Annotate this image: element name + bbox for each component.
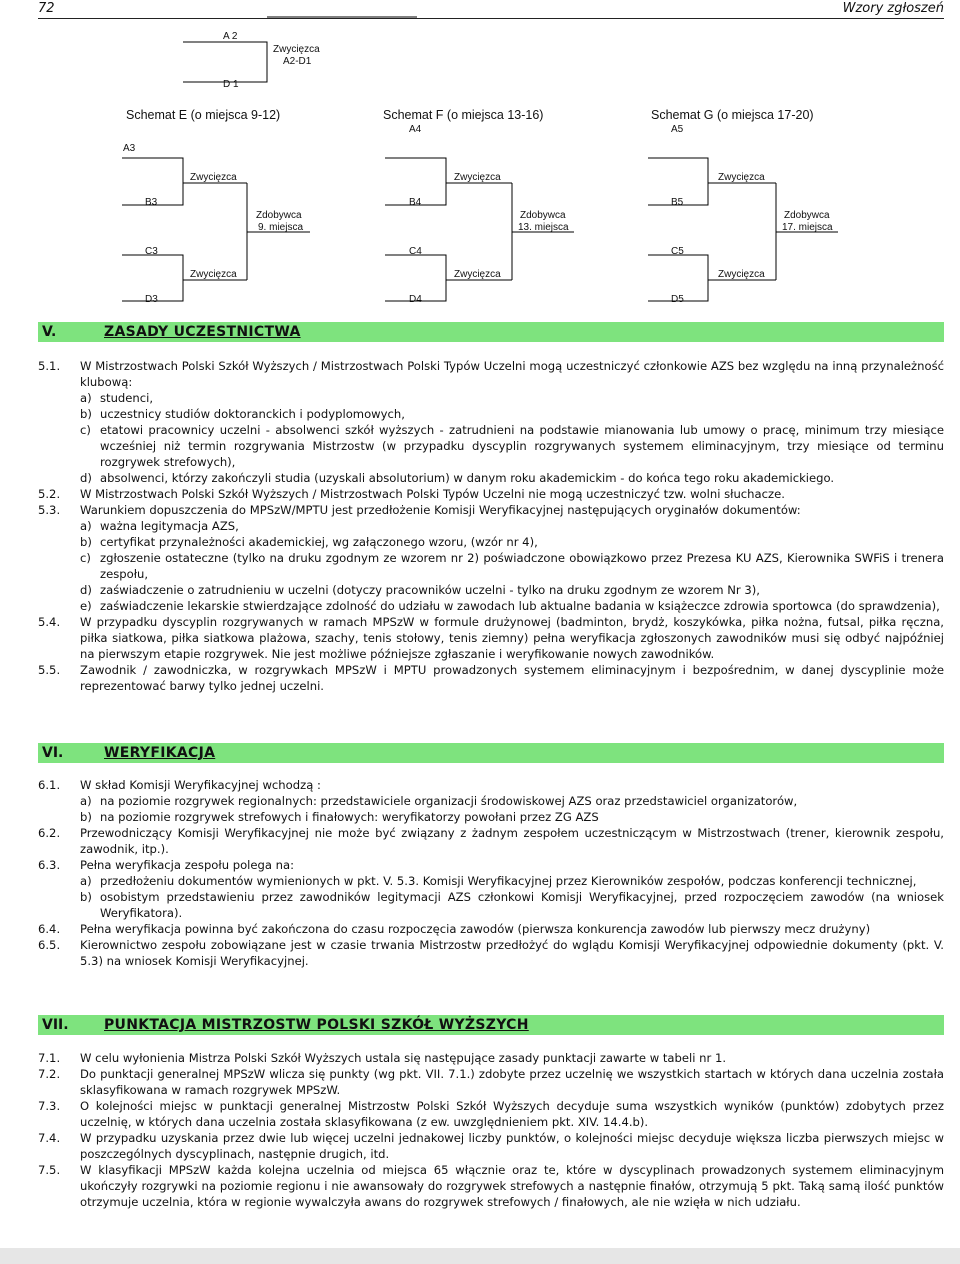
paragraph-text: Warunkiem dopuszczenia do MPSzW/MPTU jest przedłożenie Komisji Weryfikacyjnej następujących oryginałów dokumentów: bbox=[80, 503, 801, 517]
running-title: Wzory zgłoszeń bbox=[842, 1, 944, 16]
paragraph bbox=[38, 358, 944, 390]
paragraph-number: 5.4. bbox=[38, 615, 61, 629]
list-item bbox=[38, 406, 944, 422]
section-number: VII. bbox=[42, 1017, 69, 1033]
list-item bbox=[38, 598, 944, 614]
scheme-f-d: D4 bbox=[409, 294, 422, 305]
paragraph-number: 5.5. bbox=[38, 663, 61, 677]
paragraph-text: W klasyfikacji MPSzW każda kolejna uczelnia od miejsca 65 włącznie oraz te, które w dyscyplinach prowadzonych systemem eliminacyjnym ukończyły rozgrywki na poziomie regionu i nie awansowały do rozgrywek strefowych a następnie finałów, otrzymują 5 pkt. Taką samą ilość punktów otrzymuje uczelnia, która w regionie wywalczyła awans do rozgrywek strefowych / finałowych, ale nie wzięła w nich udziału. bbox=[80, 1163, 944, 1209]
section-number: VI. bbox=[42, 745, 64, 761]
paragraph-number: 7.2. bbox=[38, 1067, 61, 1081]
scheme-e-d: D3 bbox=[145, 294, 158, 305]
page-bottom-strip bbox=[0, 1248, 960, 1264]
list-item bbox=[38, 889, 944, 921]
paragraph-text: Zawodnik / zawodniczka, w rozgrywkach MPSzW i MPTU prowadzonych systemem eliminacyjnym i bezpośrednim, w danej dyscyplinie może reprezentować barwy tylko jednej uczelni. bbox=[80, 663, 944, 693]
paragraph bbox=[38, 502, 944, 518]
paragraph bbox=[38, 777, 944, 793]
scheme-f-title: Schemat F (o miejsca 13-16) bbox=[383, 108, 544, 122]
list-item bbox=[38, 582, 944, 598]
bracket-top-a: A 2 bbox=[223, 31, 238, 42]
paragraph bbox=[38, 662, 944, 694]
section-vii-body bbox=[38, 1050, 944, 1210]
paragraph-number: 6.3. bbox=[38, 858, 61, 872]
paragraph bbox=[38, 486, 944, 502]
paragraph bbox=[38, 825, 944, 857]
paragraph-number: 5.2. bbox=[38, 487, 61, 501]
scheme-g-finalist-2: 17. miejsca bbox=[782, 222, 833, 233]
paragraph-text: Przewodniczący Komisji Weryfikacyjnej nie może być związany z żadnym zespołem uczestniczącym w Mistrzostwach (trener, kierownik zespołu, zawodnik, itp.). bbox=[80, 826, 944, 856]
list-item-marker: a) bbox=[80, 874, 92, 888]
list-item bbox=[38, 873, 944, 889]
paragraph-text: Kierownictwo zespołu zobowiązane jest w czasie trwania Mistrzostw przedłożyć do wglądu Komisji Weryfikacyjnej odpowiednie dokumenty (pkt. V. 5.3) na wniosek Komisji Weryfikacyjnej. bbox=[80, 938, 944, 968]
paragraph bbox=[38, 614, 944, 662]
list-item-marker: d) bbox=[80, 471, 92, 485]
section-header-vii bbox=[38, 1015, 944, 1035]
list-item bbox=[38, 422, 944, 470]
list-item-marker: b) bbox=[80, 810, 92, 824]
list-item bbox=[38, 793, 944, 809]
list-item-marker: b) bbox=[80, 890, 92, 904]
scheme-e-finalist-1: Zdobywca bbox=[256, 210, 302, 221]
paragraph bbox=[38, 1098, 944, 1130]
list-item-marker: d) bbox=[80, 583, 92, 597]
scheme-e-winner-bottom: Zwycięzca bbox=[190, 269, 237, 280]
list-item bbox=[38, 470, 944, 486]
scheme-g-winner-top: Zwycięzca bbox=[718, 172, 765, 183]
section-header-v bbox=[38, 322, 944, 342]
paragraph-number: 6.1. bbox=[38, 778, 61, 792]
list-item-marker: a) bbox=[80, 519, 92, 533]
section-header-vi bbox=[38, 743, 944, 763]
tournament-brackets bbox=[0, 0, 960, 320]
paragraph bbox=[38, 1130, 944, 1162]
paragraph bbox=[38, 1162, 944, 1210]
list-item-text: zaświadczenie lekarskie stwierdzające zdolność do udziału w zawodach lub aktualne badania w książeczce zdrowia sportowca (do sprawdzenia), bbox=[100, 599, 940, 613]
paragraph-number: 7.4. bbox=[38, 1131, 61, 1145]
paragraph bbox=[38, 1066, 944, 1098]
scheme-g-a: A5 bbox=[671, 124, 684, 135]
list-item-text: przedłożeniu dokumentów wymienionych w pkt. V. 5.3. Komisji Weryfikacyjnej przez Kierowników zespołów, podczas konferencji technicznej, bbox=[100, 874, 917, 888]
bracket-top-winner-code: A2-D1 bbox=[283, 56, 312, 67]
list-item bbox=[38, 390, 944, 406]
list-item-marker: c) bbox=[80, 423, 91, 437]
list-item-text: studenci, bbox=[100, 391, 154, 405]
list-item bbox=[38, 518, 944, 534]
scheme-f-winner-bottom: Zwycięzca bbox=[454, 269, 501, 280]
list-item-marker: b) bbox=[80, 407, 92, 421]
scheme-f-finalist-2: 13. miejsca bbox=[518, 222, 569, 233]
paragraph-text: W przypadku uzyskania przez dwie lub więcej uczelni jednakowej liczby punktów, o kolejności miejsc decyduje większa liczba pierwszych miejsc w poszczególnych dyscyplinach, następnie drugich, itd. bbox=[80, 1131, 944, 1161]
paragraph-number: 7.5. bbox=[38, 1163, 61, 1177]
list-item bbox=[38, 534, 944, 550]
scheme-f-a: A4 bbox=[409, 124, 422, 135]
scheme-g-c: C5 bbox=[671, 246, 684, 257]
section-title: WERYFIKACJA bbox=[104, 745, 216, 761]
list-item-text: zgłoszenie ostateczne (tylko na druku zgodnym ze wzorem nr 2) poświadczone obowiązkowo przez Prezesa KU AZS, Kierownika SWFiS i trenera zespołu, bbox=[100, 551, 944, 581]
scheme-f-winner-top: Zwycięzca bbox=[454, 172, 501, 183]
list-item-marker: a) bbox=[80, 391, 92, 405]
section-title: ZASADY UCZESTNICTWA bbox=[104, 324, 301, 340]
scheme-e-c: C3 bbox=[145, 246, 158, 257]
list-item-text: absolwenci, którzy zakończyli studia (uzyskali absolutorium) w danym roku akademickim - do końca tego roku akademickiego. bbox=[100, 471, 835, 485]
paragraph-text: Pełna weryfikacja zespołu polega na: bbox=[80, 858, 295, 872]
section-title: PUNKTACJA MISTRZOSTW POLSKI SZKÓŁ WYŻSZYCH bbox=[104, 1017, 529, 1033]
scheme-e-title: Schemat E (o miejsca 9-12) bbox=[126, 108, 281, 122]
bracket-top-winner: Zwycięzca bbox=[273, 44, 320, 55]
bracket-top-d: D 1 bbox=[223, 79, 239, 90]
paragraph-text: Do punktacji generalnej MPSzW wlicza się punkty (wg pkt. VII. 7.1.) zdobyte przez uczelnię we wszystkich startach w których dana uczelnia została sklasyfikowana w ramach rozgrywek MPSzW. bbox=[80, 1067, 944, 1097]
paragraph-text: W celu wyłonienia Mistrza Polski Szkół Wyższych ustala się następujące zasady punktacji zawarte w tabeli nr 1. bbox=[80, 1051, 727, 1065]
paragraph bbox=[38, 937, 944, 969]
scheme-f-finalist-1: Zdobywca bbox=[520, 210, 566, 221]
list-item-text: etatowi pracownicy uczelni - absolwenci szkół wyższych - zatrudnieni na podstawie mianowania lub umowy o pracę, minimum trzy miesiące wcześniej niż termin rozgrywania Mistrzostw (w przypadku dyscyplin rozgrywanych systemem eliminacyjnym, trzy miesiące od terminu rozgrywek strefowych), bbox=[100, 423, 944, 469]
scheme-e-b: B3 bbox=[145, 197, 158, 208]
scheme-g-title: Schemat G (o miejsca 17-20) bbox=[651, 108, 814, 122]
paragraph-text: W skład Komisji Weryfikacyjnej wchodzą : bbox=[80, 778, 321, 792]
section-vi-body bbox=[38, 777, 944, 969]
paragraph-number: 5.1. bbox=[38, 359, 61, 373]
list-item bbox=[38, 809, 944, 825]
paragraph-text: O kolejności miejsc w punktacji generalnej Mistrzostw Polski Szkół Wyższych decyduje suma wszystkich wyników (punktów) zdobytych przez uczelnię, w których dana uczelnia została sklasyfikowana (z ew. uwzględnieniem pkt. XIV. 14.4.b). bbox=[80, 1099, 944, 1129]
list-item-text: certyfikat przynależności akademickiej, wg załączonego wzoru, (wzór nr 4), bbox=[100, 535, 538, 549]
paragraph bbox=[38, 1050, 944, 1066]
paragraph-number: 7.1. bbox=[38, 1051, 61, 1065]
scheme-e-winner-top: Zwycięzca bbox=[190, 172, 237, 183]
paragraph-number: 6.4. bbox=[38, 922, 61, 936]
section-v-body bbox=[38, 358, 944, 694]
list-item-marker: e) bbox=[80, 599, 92, 613]
list-item-text: zaświadczenie o zatrudnieniu w uczelni (dotyczy pracowników uczelni - tylko na druku zgodnym ze wzorem Nr 3), bbox=[100, 583, 760, 597]
paragraph-text: W Mistrzostwach Polski Szkół Wyższych / Mistrzostwach Polski Typów Uczelni nie mogą uczestniczyć tzw. wolni słuchacze. bbox=[80, 487, 785, 501]
scheme-e-finalist-2: 9. miejsca bbox=[258, 222, 304, 233]
scheme-g-b: B5 bbox=[671, 197, 684, 208]
scheme-g-finalist-1: Zdobywca bbox=[784, 210, 830, 221]
page-number: 72 bbox=[38, 1, 55, 16]
paragraph-number: 7.3. bbox=[38, 1099, 61, 1113]
scheme-g-winner-bottom: Zwycięzca bbox=[718, 269, 765, 280]
scheme-g-d: D5 bbox=[671, 294, 684, 305]
paragraph-text: Pełna weryfikacja powinna być zakończona do czasu rozpoczęcia zawodów (pierwsza konkurencja zawodów lub pierwszy mecz drużyny) bbox=[80, 922, 871, 936]
list-item-marker: b) bbox=[80, 535, 92, 549]
scheme-f-c: C4 bbox=[409, 246, 422, 257]
paragraph-number: 5.3. bbox=[38, 503, 61, 517]
paragraph-text: W przypadku dyscyplin rozgrywanych w ramach MPSzW w formule drużynowej (badminton, brydż, koszykówka, piłka nożna, futsal, piłka ręczna, piłka siatkowa, piłka siatkowa plażowa, szachy, tenis stołowy, tenis ziemny) pełna weryfikacja zgłoszonych zawodników musi się odbyć najpóźniej na pierwszym etapie rozgrywek. Nie jest możliwe późniejsze zgłaszanie i weryfikowanie nowych zawodników. bbox=[80, 615, 944, 661]
list-item-text: na poziomie rozgrywek regionalnych: przedstawiciele organizacji środowiskowej AZS oraz przedstawiciel organizatorów, bbox=[100, 794, 798, 808]
paragraph-number: 6.2. bbox=[38, 826, 61, 840]
scheme-f-b: B4 bbox=[409, 197, 422, 208]
list-item bbox=[38, 550, 944, 582]
paragraph bbox=[38, 921, 944, 937]
list-item-marker: c) bbox=[80, 551, 91, 565]
list-item-text: na poziomie rozgrywek strefowych i finałowych: weryfikatorzy powołani przez ZG AZS bbox=[100, 810, 599, 824]
list-item-text: uczestnicy studiów doktoranckich i podyplomowych, bbox=[100, 407, 405, 421]
paragraph bbox=[38, 857, 944, 873]
section-number: V. bbox=[42, 324, 57, 340]
list-item-marker: a) bbox=[80, 794, 92, 808]
paragraph-text: W Mistrzostwach Polski Szkół Wyższych / Mistrzostwach Polski Typów Uczelni mogą uczestniczyć członkowie AZS bez względu na inną przynależność klubową: bbox=[80, 359, 944, 389]
list-item-text: osobistym przedstawieniu przez zawodników legitymacji AZS członkowi Komisji Weryfikacyjnej, przed rozpoczęciem zawodów (na wniosek Weryfikatora). bbox=[100, 890, 944, 920]
scheme-e-a: A3 bbox=[123, 143, 136, 154]
paragraph-number: 6.5. bbox=[38, 938, 61, 952]
list-item-text: ważna legitymacja AZS, bbox=[100, 519, 239, 533]
